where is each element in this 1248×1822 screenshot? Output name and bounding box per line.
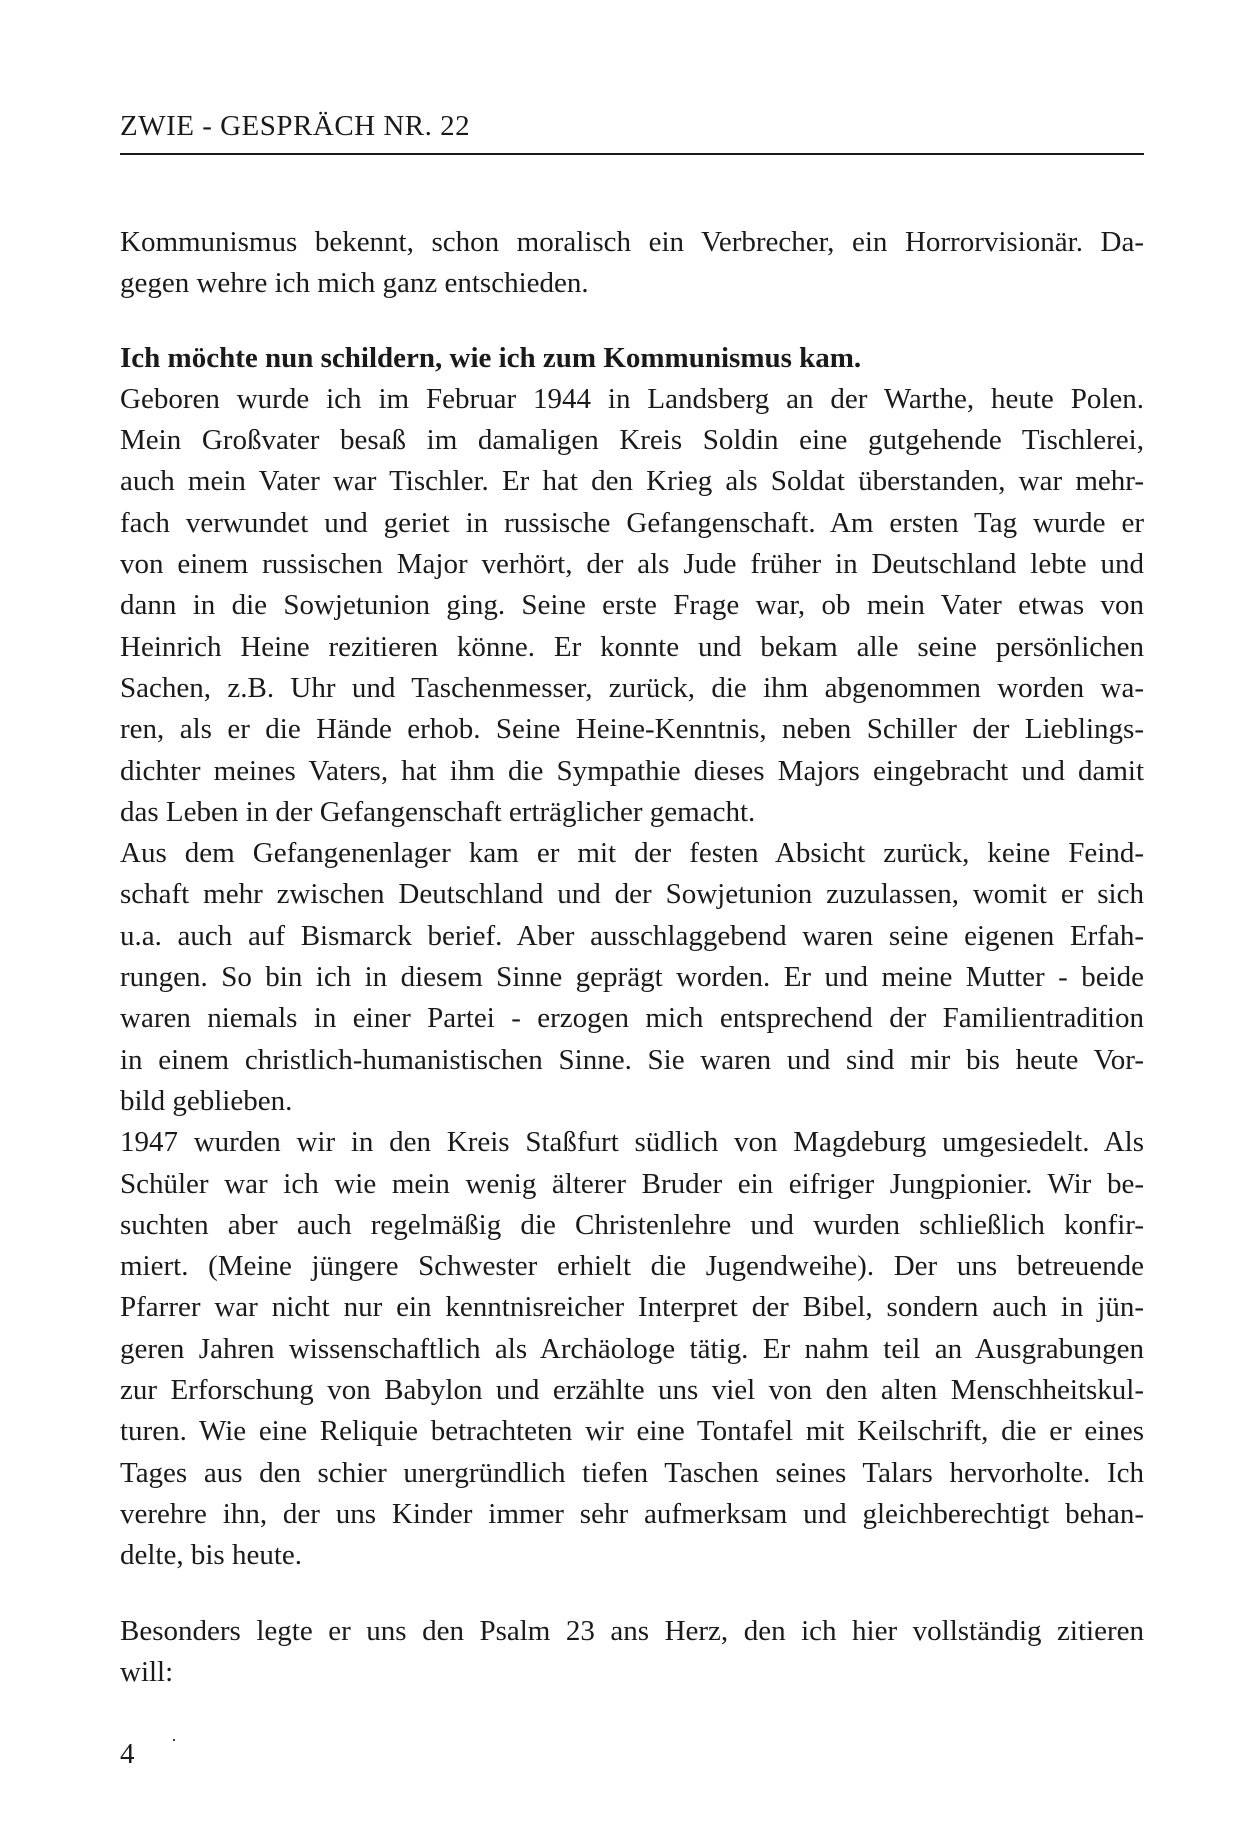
paragraph-spacer: [120, 1577, 1144, 1611]
text-line: dichter meines Vaters, hat ihm die Sympathie dieses Majors eingebracht und damit: [120, 754, 1144, 787]
intro-paragraph: [120, 222, 1144, 305]
text-line: gegen wehre ich mich ganz entschieden.: [120, 267, 589, 300]
text-line: u.a. auch auf Bismarck berief. Aber ausschlaggebend waren seine eigenen Erfah-: [120, 919, 1144, 952]
page-mark: ·: [171, 1730, 177, 1750]
text-line: will:: [120, 1655, 174, 1688]
text-line: suchten aber auch regelmäßig die Christenlehre und wurden schließlich konfir-: [120, 1208, 1144, 1241]
text-line: Heinrich Heine rezitieren könne. Er konnte und bekam alle seine persönlichen: [120, 630, 1144, 663]
text-line: 1947 wurden wir in den Kreis Staßfurt südlich von Magdeburg umgesiedelt. Als: [120, 1126, 1144, 1159]
body-text: [120, 222, 1144, 1693]
text-line: turen. Wie eine Reliquie betrachteten wir eine Tontafel mit Keilschrift, die er eines: [120, 1415, 1144, 1448]
page-number: 4: [120, 1738, 135, 1770]
closing-paragraph: [120, 1611, 1144, 1694]
text-line: Besonders legte er uns den Psalm 23 ans Herz, den ich hier vollständig zitieren: [120, 1614, 1144, 1647]
text-line: dann in die Sowjetunion ging. Seine erste Frage war, ob mein Vater etwas von: [120, 589, 1144, 622]
text-line: Pfarrer war nicht nur ein kenntnisreicher Interpret der Bibel, sondern auch in jün-: [120, 1291, 1144, 1324]
text-line: delte, bis heute.: [120, 1539, 303, 1572]
text-line: Kommunismus bekennt, schon moralisch ein Verbrecher, ein Horrorvisionär. Da-: [120, 226, 1144, 258]
text-line: Geboren wurde ich im Februar 1944 in Landsberg an der Warthe, heute Polen.: [120, 382, 1144, 415]
text-line: zur Erforschung von Babylon und erzählte uns viel von den alten Menschheitskul-: [120, 1374, 1144, 1407]
text-line: ren, als er die Hände erhob. Seine Heine-Kenntnis, neben Schiller der Lieblings-: [120, 713, 1144, 746]
text-line: in einem christlich-humanistischen Sinne. Sie waren und sind mir bis heute Vor-: [120, 1043, 1144, 1076]
text-line: Sachen, z.B. Uhr und Taschenmesser, zurück, die ihm abgenommen worden wa-: [120, 671, 1144, 704]
text-line: Aus dem Gefangenenlager kam er mit der festen Absicht zurück, keine Feind-: [120, 837, 1144, 870]
section-heading: Ich möchte nun schildern, wie ich zum Kommunismus kam.: [120, 341, 862, 374]
text-line: schaft mehr zwischen Deutschland und der Sowjetunion zuzulassen, womit er sich: [120, 878, 1144, 911]
text-line: fach verwundet und geriet in russische Gefangenschaft. Am ersten Tag wurde er: [120, 506, 1144, 539]
text-line: waren niemals in einer Partei - erzogen mich entsprechend der Familientradition: [120, 1002, 1144, 1035]
running-header: ZWIE - GESPRÄCH NR. 22: [120, 110, 471, 142]
main-paragraphs: [120, 379, 1144, 1577]
text-line: Schüler war ich wie mein wenig älterer Bruder ein eifriger Jungpionier. Wir be-: [120, 1167, 1144, 1200]
text-line: auch mein Vater war Tischler. Er hat den Krieg als Soldat überstanden, war mehr-: [120, 465, 1144, 498]
text-line: verehre ihn, der uns Kinder immer sehr aufmerksam und gleichberechtigt behan-: [120, 1497, 1144, 1530]
header-rule: [120, 153, 1144, 155]
paragraph-spacer: [120, 305, 1144, 338]
text-line: bild geblieben.: [120, 1084, 293, 1117]
text-line: das Leben in der Gefangenschaft erträglicher gemacht.: [120, 795, 756, 828]
text-line: Mein Großvater besaß im damaligen Kreis Soldin eine gutgehende Tischlerei,: [120, 424, 1144, 457]
text-line: miert. (Meine jüngere Schwester erhielt die Jugendweihe). Der uns betreuende: [120, 1250, 1144, 1283]
text-line: von einem russischen Major verhört, der als Jude früher in Deutschland lebte und: [120, 548, 1144, 581]
text-line: geren Jahren wissenschaftlich als Archäologe tätig. Er nahm teil an Ausgrabungen: [120, 1332, 1144, 1365]
text-line: rungen. So bin ich in diesem Sinne geprägt worden. Er und meine Mutter - beide: [120, 961, 1144, 994]
text-line: Tages aus den schier unergründlich tiefen Taschen seines Talars hervorholte. Ich: [120, 1456, 1144, 1489]
